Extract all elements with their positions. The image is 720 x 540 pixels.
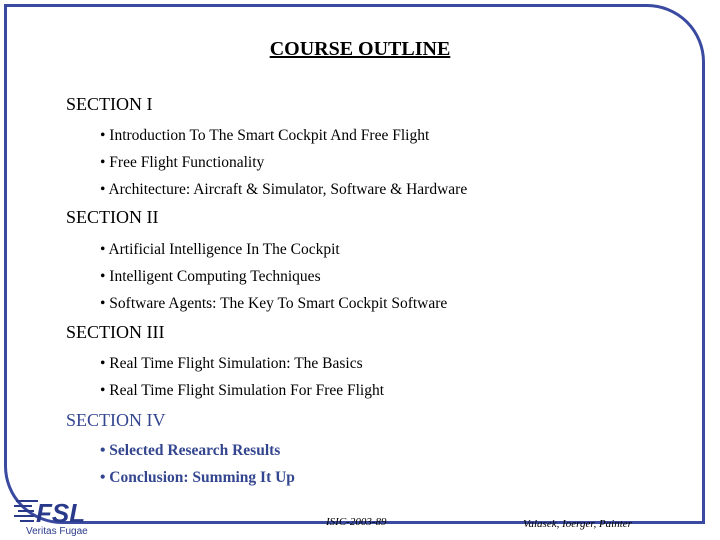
section-4-item-2: • Conclusion: Summing It Up [100, 469, 295, 486]
section-4-heading: SECTION IV [66, 410, 166, 430]
logo-wordmark: FSL [36, 498, 86, 528]
footer-authors: Valasek, Ioerger, Painter [523, 518, 632, 530]
section-1-item-3: • Architecture: Aircraft & Simulator, Software & Hardware [100, 181, 468, 198]
fsl-logo [14, 496, 124, 536]
section-2-item-3: • Software Agents: The Key To Smart Cockpit Software [100, 295, 448, 312]
section-3-heading: SECTION III [66, 322, 165, 342]
section-2-item-1: • Artificial Intelligence In The Cockpit [100, 241, 340, 258]
section-1-item-1: • Introduction To The Smart Cockpit And Free Flight [100, 127, 430, 144]
section-3-item-2: • Real Time Flight Simulation For Free Flight [100, 382, 385, 399]
section-1-heading: SECTION I [66, 94, 153, 114]
footer-slide-id: ISIC-2003-89 [326, 516, 387, 528]
section-2-heading: SECTION II [66, 207, 159, 227]
section-1-item-2: • Free Flight Functionality [100, 154, 265, 171]
section-2-item-2: • Intelligent Computing Techniques [100, 268, 321, 285]
logo-motto: Veritas Fugae [26, 526, 88, 536]
slide-title: COURSE OUTLINE [269, 38, 451, 60]
section-4-item-1: • Selected Research Results [100, 442, 281, 459]
section-3-item-1: • Real Time Flight Simulation: The Basics [100, 355, 363, 372]
